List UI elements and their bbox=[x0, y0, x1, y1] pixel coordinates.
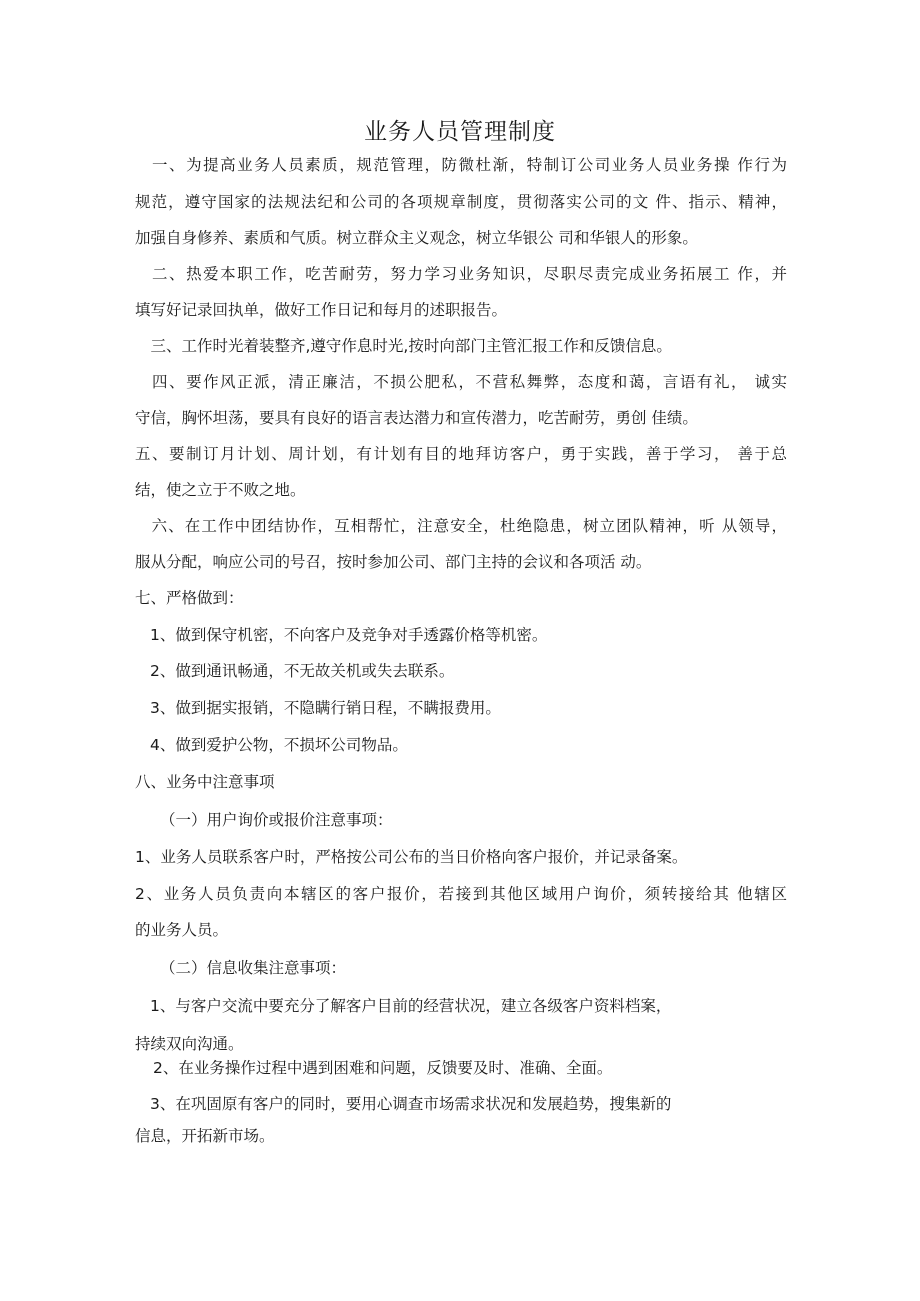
paragraph-1-line-1: 一、为提高业务人员素质，规范管理，防微杜渐，特制订公司业务人员业务操 作行为 bbox=[135, 156, 787, 174]
paragraph-5-line-2: 结，使之立于不败之地。 bbox=[135, 481, 306, 499]
subsection-2-item-2: 2、在业务操作过程中遇到困难和问题，反馈要及时、准确、全面。 bbox=[153, 1059, 613, 1077]
section-7-item-4: 4、做到爱护公物，不损坏公司物品。 bbox=[150, 736, 408, 754]
subsection-2-item-3-line-1: 3、在巩固原有客户的同时，要用心调查市场需求状况和发展趋势，搜集新的 bbox=[150, 1095, 672, 1113]
paragraph-1-line-2: 规范，遵守国家的法规法纪和公司的各项规章制度，贯彻落实公司的文 件、指示、精神， bbox=[135, 193, 787, 211]
paragraph-2-line-2: 填写好记录回执单，做好工作日记和每月的述职报告。 bbox=[135, 301, 508, 319]
section-7-heading: 七、严格做到： bbox=[135, 589, 244, 607]
subsection-2-item-3-line-2: 信息，开拓新市场。 bbox=[135, 1127, 275, 1145]
paragraph-2-line-1: 二、热爱本职工作，吃苦耐劳，努力学习业务知识，尽职尽责完成业务拓展工 作，并 bbox=[135, 265, 787, 283]
subsection-2-heading: （二）信息收集注意事项： bbox=[160, 959, 347, 977]
paragraph-4-line-2: 守信，胸怀坦荡，要具有良好的语言表达潜力和宣传潜力，吃苦耐劳，勇创 佳绩。 bbox=[135, 409, 698, 427]
subsection-2-item-1-line-2: 持续双向沟通。 bbox=[135, 1035, 244, 1053]
section-7-item-3: 3、做到据实报销，不隐瞒行销日程，不瞒报费用。 bbox=[150, 699, 501, 717]
section-7-item-1: 1、做到保守机密，不向客户及竞争对手透露价格等机密。 bbox=[150, 626, 548, 644]
section-7-item-2: 2、做到通讯畅通，不无故关机或失去联系。 bbox=[150, 662, 455, 680]
subsection-1-heading: （一）用户询价或报价注意事项： bbox=[160, 811, 393, 829]
paragraph-1-line-3: 加强自身修养、素质和气质。树立群众主义观念，树立华银公 司和华银人的形象。 bbox=[135, 229, 698, 247]
paragraph-3-line-1: 三、工作时光着装整齐,遵守作息时光,按时向部门主管汇报工作和反馈信息。 bbox=[135, 337, 672, 355]
subsection-1-item-2-line-1: 2、业务人员负责向本辖区的客户报价，若接到其他区域用户询价，须转接给其 他辖区 bbox=[135, 885, 787, 903]
document-title: 业务人员管理制度 bbox=[364, 119, 556, 145]
paragraph-4-line-1: 四、要作风正派，清正廉洁，不损公肥私，不营私舞弊，态度和蔼，言语有礼， 诚实 bbox=[135, 373, 787, 391]
subsection-1-item-1: 1、业务人员联系客户时，严格按公司公布的当日价格向客户报价，并记录备案。 bbox=[135, 848, 688, 866]
paragraph-5-line-1: 五、要制订月计划、周计划，有计划有目的地拜访客户，勇于实践，善于学习， 善于总 bbox=[135, 445, 787, 463]
paragraph-6-line-1: 六、在工作中团结协作，互相帮忙，注意安全，杜绝隐患，树立团队精神，听 从领导， bbox=[135, 517, 787, 535]
paragraph-6-line-2: 服从分配，响应公司的号召，按时参加公司、部门主持的会议和各项活 动。 bbox=[135, 553, 652, 571]
subsection-1-item-2-line-2: 的业务人员。 bbox=[135, 921, 229, 939]
section-8-heading: 八、业务中注意事项 bbox=[135, 773, 275, 791]
subsection-2-item-1-line-1: 1、与客户交流中要充分了解客户目前的经营状况，建立各级客户资料档案， bbox=[150, 997, 672, 1015]
